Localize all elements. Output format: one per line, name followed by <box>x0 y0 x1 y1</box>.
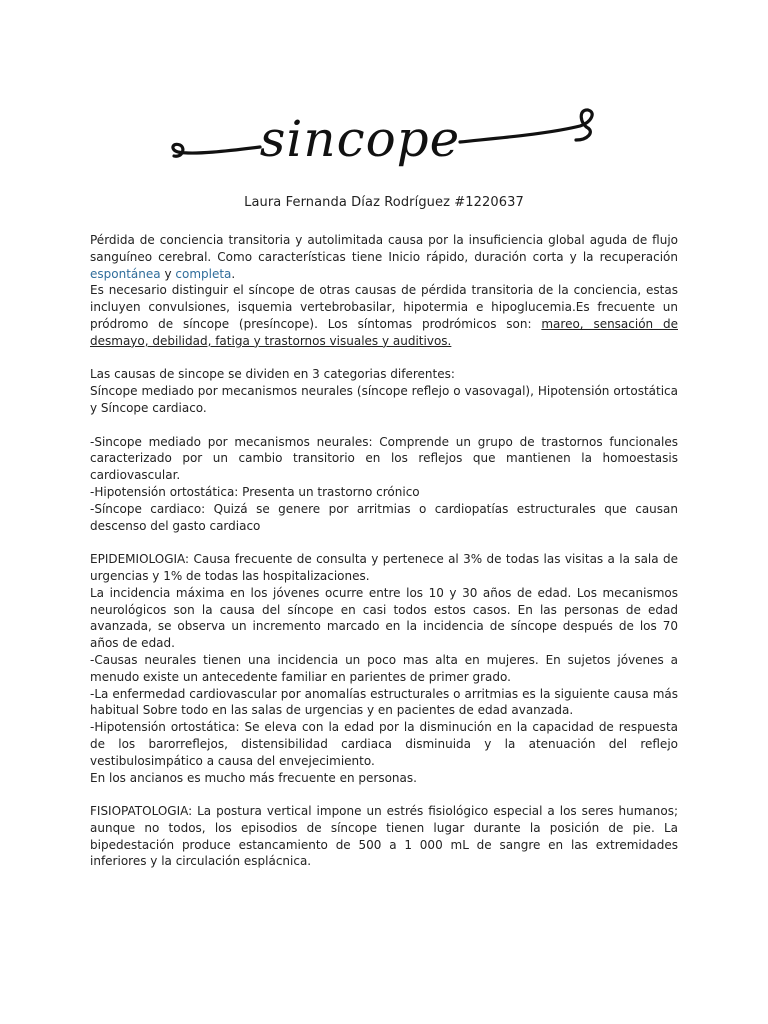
document-body <box>90 232 678 870</box>
definition-text: Pérdida de conciencia transitoria y autolimitada causa por la insuficiencia global aguda de flujo sanguíneo cerebral. Como características tiene Inicio rápido, duración corta y la recuperación <box>90 233 678 264</box>
neural-incidence-paragraph: -Causas neurales tienen una incidencia un poco mas alta en mujeres. En sujetos jóvenes a menudo existe un antecedente familiar en parientes de primer grado. <box>90 652 678 684</box>
incidence-paragraph: La incidencia máxima en los jóvenes ocurre entre los 10 y 30 años de edad. Los mecanismos neurológicos son la causa del síncope en casi todos estos casos. En las personas de edad avanzada, se observa un incremento marcado en la incidencia de síncope después de los 70 años de edad. <box>90 585 678 651</box>
author-line: Laura Fernanda Díaz Rodríguez #1220637 <box>244 195 524 210</box>
prodromal-symptoms-underlined: mareo, sensación de desmayo, debilidad, fatiga y trastornos visuales y auditivos. <box>90 316 678 348</box>
complete-link[interactable]: completa <box>175 266 232 281</box>
orthostatic-cause-paragraph: -Hipotensión ortostática: Presenta un trastorno crónico <box>90 484 420 499</box>
title-swash-right <box>460 110 592 142</box>
cardiovascular-incidence-paragraph: -La enfermedad cardiovascular por anomalías estructurales o arritmias es la siguiente causa más habitual Sobre todo en las salas de urgencias y en pacientes de edad avanzada. <box>90 686 678 718</box>
distinction-text: Es necesario distinguir el síncope de otras causas de pérdida transitoria de la conciencia, estas incluyen convulsiones, isquemia vertebrobasilar, hipotermia e hipoglucemia.Es frecuente un pródromo de síncope (presíncope). Los síntomas prodrómicos son: <box>90 283 678 331</box>
conjunction-text: y <box>164 266 172 281</box>
elderly-paragraph: En los ancianos es mucho más frecuente en personas. <box>90 770 417 785</box>
spontaneous-link[interactable]: espontánea <box>90 266 161 281</box>
epidemiology-paragraph: EPIDEMIOLOGIA: Causa frecuente de consulta y pertenece al 3% de todas las visitas a la sala de urgencias y 1% de todas las hospitalizaciones. <box>90 552 678 583</box>
definition-paragraph <box>90 232 678 282</box>
neural-cause-paragraph: -Sincope mediado por mecanismos neurales: Comprende un grupo de trastornos funcionales caracterizado por un cambio transitorio en los reflejos que mantienen la homoestasis cardiovascular. <box>90 434 678 483</box>
causes-list-paragraph: Síncope mediado por mecanismos neurales (síncope reflejo o vasovagal), Hipotensión ortostática y Síncope cardiaco. <box>90 384 678 415</box>
title-script-art <box>168 100 600 190</box>
cardiac-cause-paragraph: -Síncope cardiaco: Quizá se genere por arritmias o cardiopatías estructurales que causan descenso del gasto cardiaco <box>90 501 678 533</box>
causes-intro-paragraph: Las causas de sincope se dividen en 3 categorias diferentes: <box>90 367 455 382</box>
title-swash-left <box>173 144 260 156</box>
pathophysiology-paragraph: FISIOPATOLOGIA: La postura vertical impone un estrés fisiológico especial a los seres humanos; aunque no todos, los episodios de síncope tienen lugar durante la posición de pie. La bipedestación produce estancamiento de 500 a 1 000 mL de sangre en las extremidades inferiores y la circulación esplácnica. <box>90 804 678 869</box>
distinction-paragraph <box>90 282 678 349</box>
orthostatic-incidence-paragraph: -Hipotensión ortostática: Se eleva con la edad por la disminución en la capacidad de respuesta de los barorreflejos, distensibilidad cardiaca disminuida y la atenuación del reflejo vestibulosimpático a causa del envejecimiento. <box>90 720 678 768</box>
period-text: . <box>231 266 236 281</box>
title-text: sincope <box>259 110 461 168</box>
